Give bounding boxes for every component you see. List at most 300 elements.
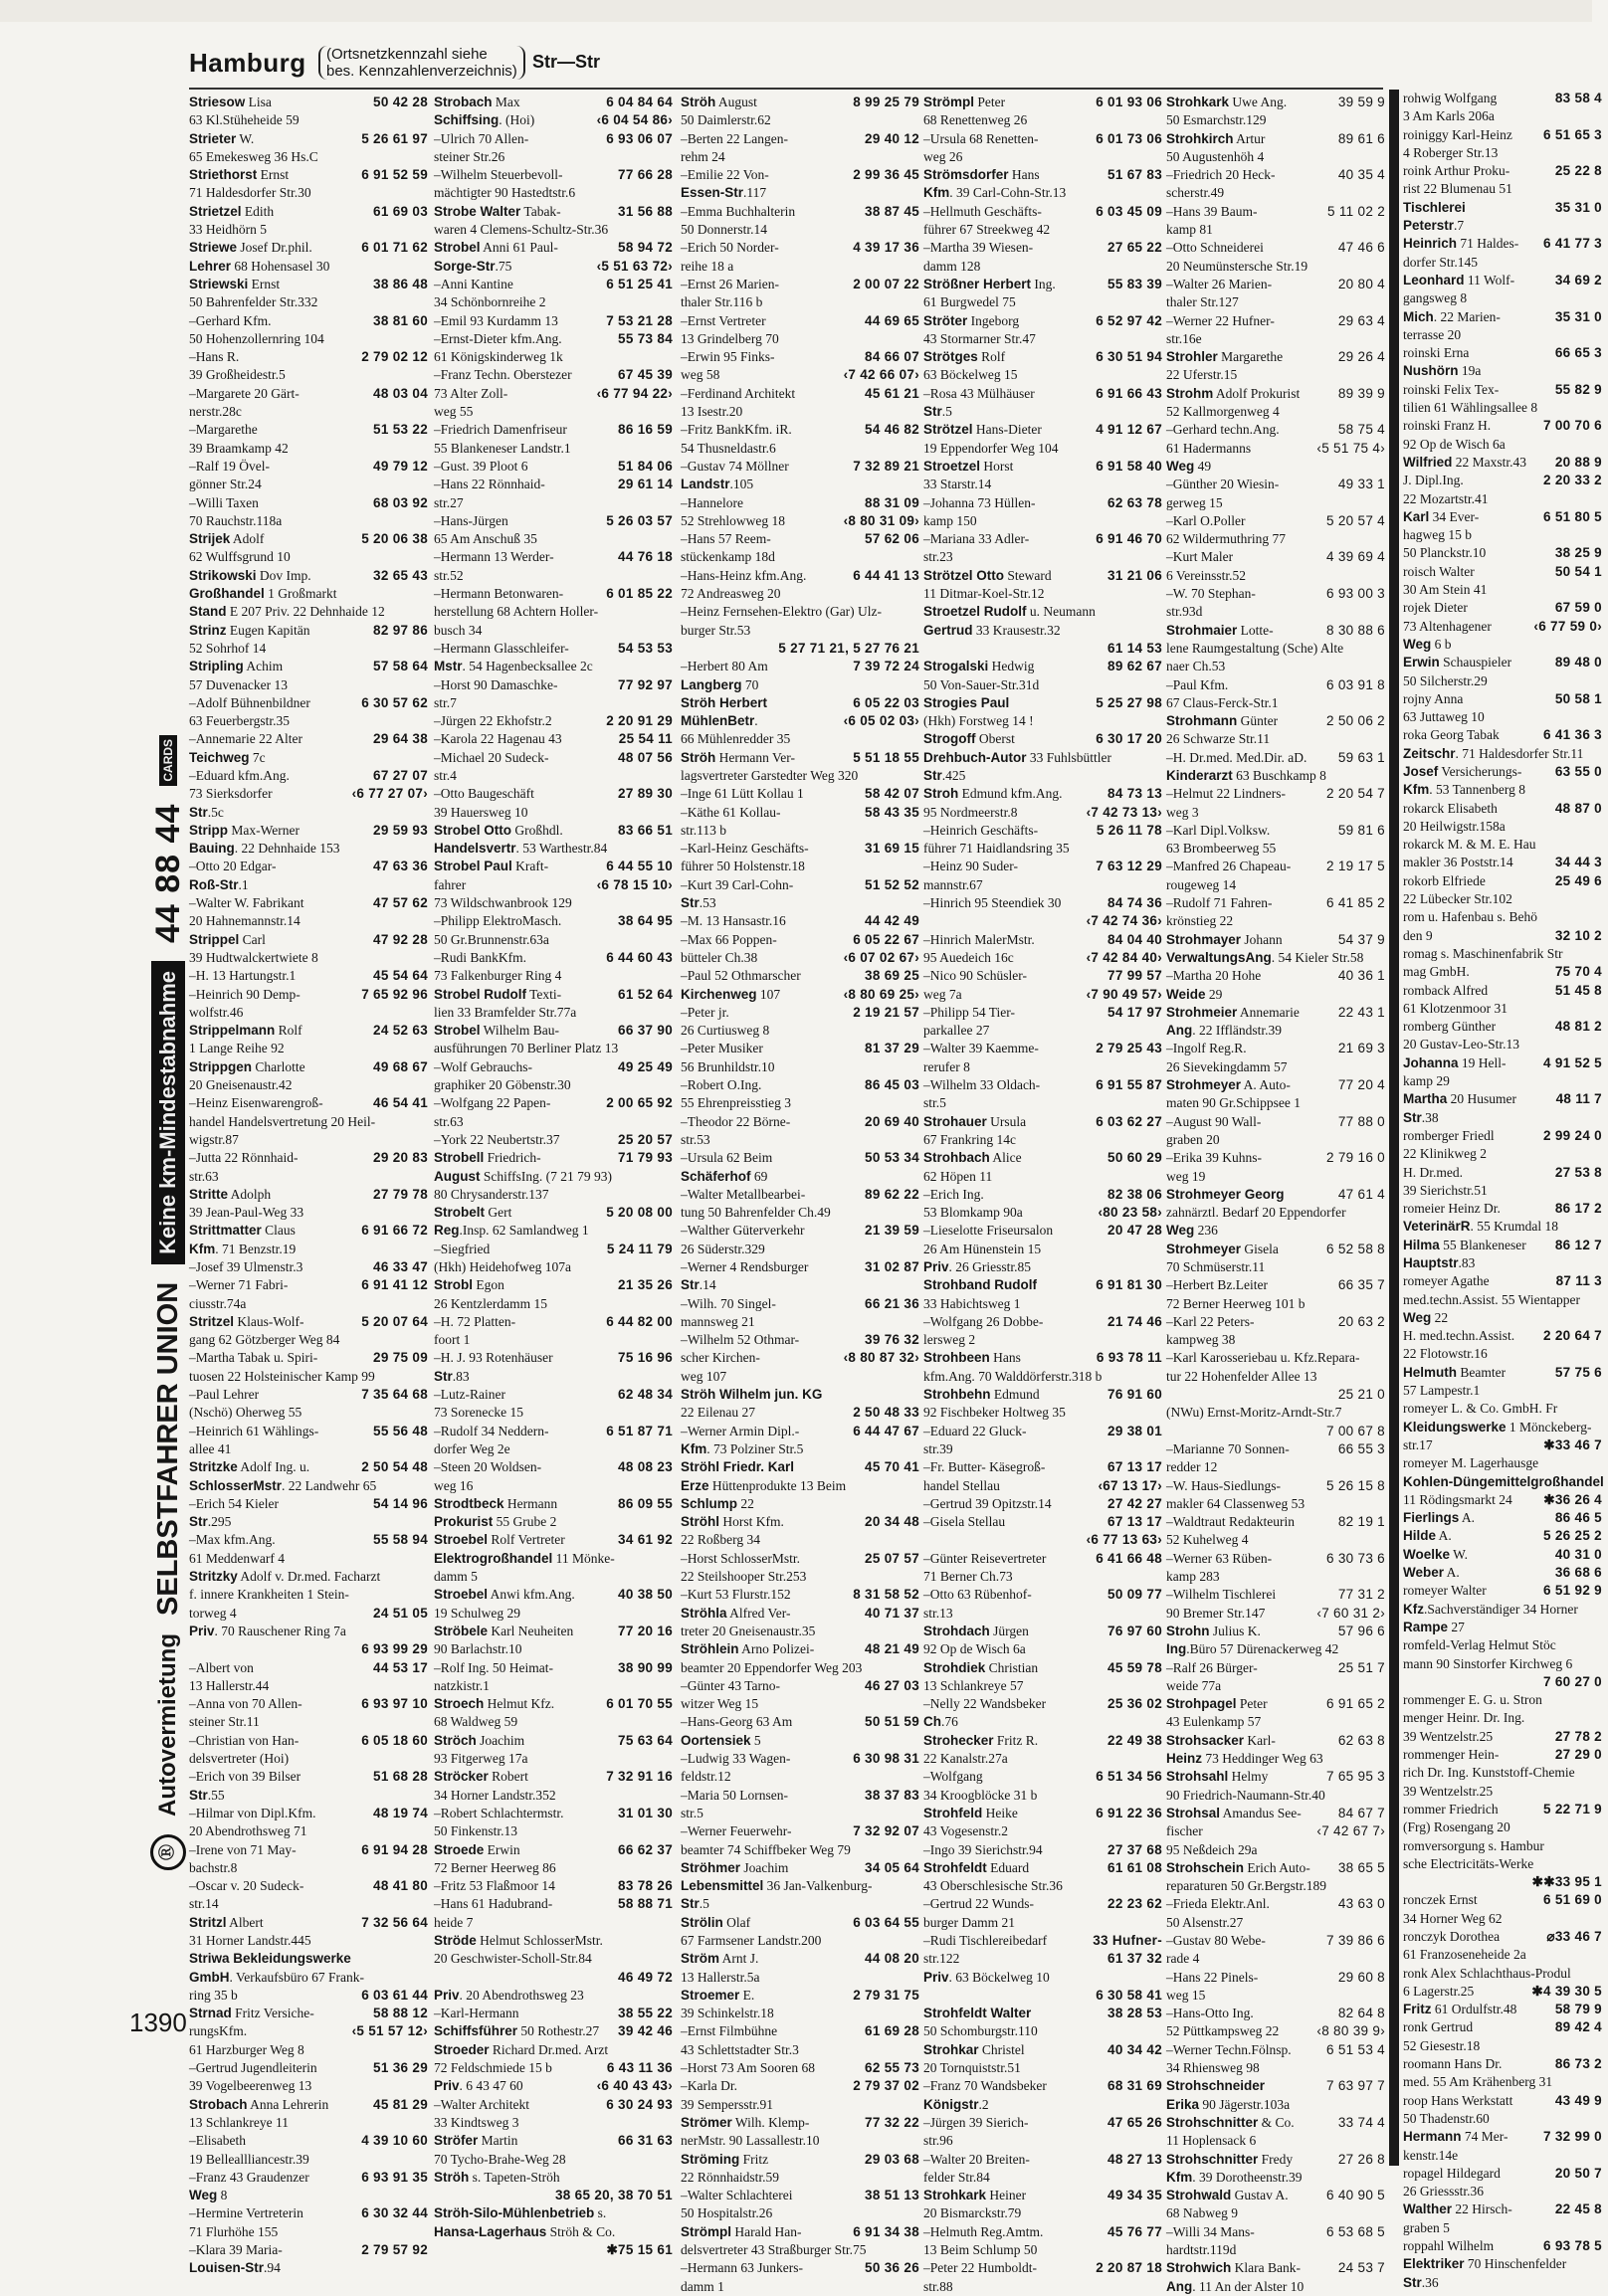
entry-name: Stroebel Rolf Vertreter: [434, 1532, 565, 1548]
directory-entry: [434, 1368, 673, 1386]
entry-name: Strohschnitter Fredy: [1166, 2151, 1294, 2167]
directory-entry: [681, 2041, 919, 2059]
entry-phone: ✱75 15 61: [606, 2242, 673, 2258]
entry-phone: 6 52 97 42: [1096, 312, 1162, 328]
directory-entry: [434, 1331, 673, 1349]
entry-phone: [915, 676, 919, 694]
entry-name: –Josef 39 Ulmenstr.3: [189, 1259, 303, 1274]
directory-entry: [434, 1605, 673, 1623]
entry-phone: 83 58 4: [1554, 91, 1602, 105]
entry-phone: [424, 1859, 428, 1877]
directory-entry: [1403, 326, 1602, 344]
entry-phone: [1381, 1204, 1385, 1222]
directory-entry: [681, 2259, 919, 2277]
directory-entry: [1166, 1458, 1385, 1476]
entry-phone: 6 51 25 41: [606, 276, 673, 291]
entry-name: roinski Erna: [1403, 345, 1470, 361]
directory-entry: [1166, 130, 1385, 148]
directory-entry: [1403, 1291, 1602, 1309]
entry-name: –M. 13 Hansastr.16: [681, 913, 786, 929]
entry-phone: 27 42 27: [1107, 1495, 1162, 1511]
entry-phone: [915, 1204, 919, 1222]
entry-phone: 2 79 16 0: [1325, 1150, 1385, 1166]
directory-entry: [681, 749, 919, 767]
entry-phone: [1158, 258, 1162, 276]
directory-entry: [189, 712, 428, 730]
directory-entry: [923, 986, 1162, 1004]
directory-entry: [1403, 581, 1602, 599]
entry-name: 73 Sierksdorfer: [189, 786, 273, 802]
entry-name: –H. J. 93 Rotenhäuser: [434, 1350, 553, 1366]
entry-phone: [1158, 293, 1162, 311]
entry-phone: 29 20 83: [373, 1150, 428, 1166]
directory-entry: [1166, 2005, 1385, 2022]
entry-phone: 7 32 56 64: [361, 1914, 428, 1930]
entry-phone: 76 97 60: [1107, 1623, 1162, 1638]
entry-phone: [424, 1950, 428, 1968]
entry-phone: 87 11 3: [1555, 1273, 1602, 1289]
entry-phone: [915, 1094, 919, 1112]
entry-phone: 6 03 91 8: [1325, 676, 1385, 692]
directory-entry: [681, 1004, 919, 1022]
entry-phone: ‹7 60 31 2›: [1316, 1605, 1385, 1621]
directory-entry: [681, 1895, 919, 1913]
entry-phone: 46 27 03: [865, 1677, 919, 1693]
entry-name: [923, 1531, 1083, 1549]
directory-entry: [434, 2241, 673, 2259]
entry-phone: 5 25 27 98: [1096, 694, 1162, 710]
entry-phone: 5 26 25 2: [1542, 1528, 1602, 1544]
entry-phone: 29 03 68: [865, 2151, 919, 2167]
directory-entry: [189, 1258, 428, 1276]
entry-name: Strippel Carl: [189, 931, 266, 947]
directory-entry: [1403, 1272, 1602, 1290]
directory-entry: [434, 931, 673, 949]
entry-name: str.63: [434, 1113, 464, 1129]
directory-entry: [1166, 1605, 1385, 1623]
entry-name: 61 Klotzenmoor 31: [1403, 1000, 1508, 1016]
entry-name: (Frg) Rosengang 20: [1403, 1819, 1510, 1835]
entry-name: –Käthe 61 Kollau-: [681, 804, 781, 820]
directory-entry: [923, 1331, 1162, 1349]
entry-phone: [1598, 890, 1602, 908]
directory-entry: [923, 1313, 1162, 1331]
directory-entry: [681, 1605, 919, 1623]
entry-name: Ch.76: [923, 1714, 958, 1730]
entry-phone: 50 53 34: [865, 1150, 919, 1166]
entry-name: Stroetzel Rudolf u. Neumann: [923, 604, 1096, 620]
entry-phone: [1381, 694, 1385, 712]
entry-name: hagweg 15 b: [1403, 527, 1472, 543]
directory-entry: [1166, 1022, 1385, 1040]
entry-phone: 38 65 5: [1337, 1859, 1385, 1875]
entry-phone: 83 78 26: [618, 1878, 673, 1894]
entry-name: 33 Heidhörn 5: [189, 222, 267, 238]
entry-name: 93 Fitgerweg 17a: [434, 1751, 528, 1767]
directory-entry: [1166, 676, 1385, 694]
entry-name: Strobel Paul Kraft-: [434, 859, 549, 874]
directory-entry: [1166, 258, 1385, 276]
directory-entry: [189, 1750, 428, 1768]
directory-entry: [1166, 2059, 1385, 2077]
entry-phone: 5 24 11 79: [606, 1241, 673, 1256]
directory-entry: [681, 676, 919, 694]
entry-phone: [1598, 1419, 1602, 1436]
entry-phone: 6 40 90 5: [1325, 2188, 1385, 2203]
entry-name: weg 16: [434, 1477, 474, 1493]
entry-phone: 89 62 67: [1107, 659, 1162, 674]
entry-phone: 6 05 22 03: [853, 694, 919, 710]
entry-name: Priv. 6 43 47 60: [434, 2078, 523, 2094]
entry-phone: 58 88 71: [618, 1896, 673, 1912]
directory-entry: [1403, 1728, 1602, 1746]
directory-entry: [1166, 1859, 1385, 1877]
entry-phone: [424, 1204, 428, 1222]
directory-entry: [189, 1877, 428, 1895]
column-1: [189, 94, 428, 2278]
directory-entry: [1166, 1877, 1385, 1895]
entry-name: Leonhard 11 Wolf-: [1403, 272, 1515, 287]
entry-phone: [915, 894, 919, 912]
directory-entry: [189, 1204, 428, 1222]
entry-name: 50 Alsenstr.27: [1166, 1914, 1244, 1930]
directory-entry: [189, 1969, 428, 1987]
entry-name: 70 Tycho-Brahe-Weg 28: [434, 2151, 566, 2167]
entry-name: str.88: [923, 2278, 953, 2294]
entry-phone: [1598, 2037, 1602, 2055]
entry-name: –Johanna 73 Hüllen-: [923, 494, 1036, 510]
entry-name: makler 64 Classenweg 53: [1166, 1495, 1306, 1511]
entry-name: stückenkamp 18d: [681, 549, 775, 565]
entry-name: rommer Friedrich: [1403, 1801, 1499, 1817]
entry-phone: [1381, 840, 1385, 858]
entry-phone: [1381, 1531, 1385, 1549]
directory-entry: [189, 567, 428, 585]
entry-name: Mich. 22 Marien-: [1403, 308, 1501, 324]
directory-entry: [434, 348, 673, 366]
entry-phone: [915, 1877, 919, 1895]
entry-name: –Martha 20 Hohe: [1166, 968, 1262, 984]
entry-phone: 38 37 83: [865, 1787, 919, 1803]
entry-name: Strötzel Otto Steward: [923, 567, 1052, 583]
entry-name: –Hermann Betonwaren-: [434, 586, 564, 602]
entry-name: –Wilhelm 33 Oldach-: [923, 1077, 1041, 1093]
entry-phone: [1158, 1058, 1162, 1076]
directory-entry: [1166, 622, 1385, 640]
directory-entry: [189, 148, 428, 166]
directory-entry: [1166, 1805, 1385, 1822]
entry-name: 22 Rönnhaidstr.59: [681, 2169, 780, 2185]
directory-entry: [434, 1787, 673, 1805]
directory-entry: [923, 1458, 1162, 1476]
directory-entry: [1166, 184, 1385, 202]
directory-entry: [681, 421, 919, 439]
directory-entry: [434, 694, 673, 712]
entry-phone: [424, 712, 428, 730]
directory-entry: [1166, 94, 1385, 111]
directory-entry: [434, 1895, 673, 1913]
entry-phone: 6 30 24 93: [606, 2096, 673, 2112]
entry-phone: 6 93 78 5: [1542, 2238, 1602, 2254]
directory-entry: [1166, 2022, 1385, 2040]
directory-entry: [189, 1241, 428, 1258]
entry-name: Drehbuch-Autor 33 Fuhlsbüttler: [923, 749, 1112, 765]
directory-entry: [1403, 1601, 1602, 1619]
entry-name: [1403, 1673, 1539, 1691]
directory-entry: [1166, 548, 1385, 566]
entry-phone: 6 51 92 9: [1542, 1583, 1602, 1599]
directory-entry: [681, 2169, 919, 2187]
directory-entry: [1403, 2147, 1602, 2165]
entry-name: Ströhmer Joachim: [681, 1859, 789, 1875]
directory-entry: [1403, 344, 1602, 362]
entry-name: romfeld-Verlag Helmut Stöc: [1403, 1637, 1556, 1653]
entry-name: –Karl-Heinz Geschäfts-: [681, 841, 809, 857]
entry-name: 50 Hospitalstr.26: [681, 2205, 773, 2221]
entry-phone: [669, 1950, 673, 1968]
entry-name: Strohmaier Lotte-: [1166, 622, 1274, 638]
entry-phone: 6 52 58 8: [1325, 1241, 1385, 1256]
directory-entry: [923, 2114, 1162, 2132]
entry-name: 26 Süderstr.329: [681, 1241, 765, 1256]
entry-name: Ang. 11 An der Alster 10: [1166, 2278, 1305, 2294]
entry-name: Strippgen Charlotte: [189, 1058, 305, 1074]
entry-name: Stroede Erwin: [434, 1841, 520, 1857]
entry-phone: 6 51 80 5: [1542, 508, 1602, 524]
directory-entry: [923, 239, 1162, 257]
entry-name: Hauptstr.83: [1403, 1255, 1476, 1270]
directory-entry: [1403, 945, 1602, 963]
directory-entry: [923, 403, 1162, 421]
entry-name: –Frieda Elektr.Anl.: [1166, 1896, 1270, 1912]
entry-name: parkallee 27: [923, 1023, 990, 1039]
entry-phone: [424, 1750, 428, 1768]
entry-phone: [1598, 1345, 1602, 1363]
directory-entry: [434, 1768, 673, 1786]
scan-top-margin: [0, 0, 1592, 22]
entry-name: 39 Braamkamp 42: [189, 440, 289, 456]
entry-name: –Manfred 26 Chapeau-: [1166, 859, 1292, 874]
entry-phone: [424, 221, 428, 239]
directory-entry: [1166, 312, 1385, 330]
next-page-edge: [1389, 90, 1604, 2290]
entry-name: Heinz 73 Heddinger Weg 63: [1166, 1751, 1323, 1767]
entry-name: krönstieg 22: [1166, 913, 1234, 929]
directory-entry: [1403, 454, 1602, 472]
entry-phone: [424, 1623, 428, 1640]
entry-name: 6 Vereinsstr.52: [1166, 567, 1246, 583]
directory-entry: [434, 1750, 673, 1768]
entry-phone: [915, 1131, 919, 1149]
entry-phone: [1381, 184, 1385, 202]
entry-phone: 55 58 94: [373, 1532, 428, 1548]
directory-entry: [681, 258, 919, 276]
directory-entry: [923, 2022, 1162, 2040]
entry-phone: 34 61 92: [618, 1532, 673, 1548]
entry-phone: [1158, 1440, 1162, 1458]
directory-entry: [681, 2223, 919, 2241]
directory-entry: [189, 1987, 428, 2005]
entry-phone: 77 20 16: [618, 1623, 673, 1638]
entry-phone: [1381, 330, 1385, 348]
entry-phone: [1598, 781, 1602, 799]
directory-entry: [923, 2241, 1162, 2259]
directory-entry: [681, 1640, 919, 1658]
entry-phone: [424, 366, 428, 384]
entry-name: maten 90 Gr.Schippsee 1: [1166, 1095, 1301, 1111]
directory-entry: [434, 1822, 673, 1840]
directory-entry: [434, 1168, 673, 1186]
entry-phone: [1158, 1787, 1162, 1805]
entry-phone: [915, 1276, 919, 1294]
entry-name: str.52: [434, 567, 464, 583]
entry-phone: [1158, 2096, 1162, 2114]
entry-phone: [669, 1186, 673, 1204]
entry-name: –Heinrich 90 Demp-: [189, 986, 301, 1002]
directory-entry: [923, 221, 1162, 239]
entry-phone: 5 26 61 97: [361, 130, 428, 146]
directory-entry: [189, 2223, 428, 2241]
entry-phone: [1598, 254, 1602, 272]
entry-phone: 6 30 32 44: [361, 2205, 428, 2221]
entry-name: Nushörn 19a: [1403, 363, 1482, 379]
entry-name: 20 Abendrothsweg 71: [189, 1823, 307, 1839]
entry-name: lagsvertreter Garstedter Weg 320: [681, 767, 859, 783]
directory-entry: [434, 2114, 673, 2132]
directory-entry: [189, 1695, 428, 1713]
directory-entry: [434, 94, 673, 111]
entry-name: –Max kfm.Ang.: [189, 1532, 276, 1548]
entry-phone: 84 66 07: [865, 349, 919, 365]
directory-entry: [1403, 800, 1602, 818]
entry-phone: [1381, 1258, 1385, 1276]
entry-name: Ströhlein Arno Polizei-: [681, 1641, 815, 1657]
entry-name: Strohschnitter & Co.: [1166, 2114, 1295, 2130]
directory-entry: [923, 1022, 1162, 1040]
directory-entry: [923, 1969, 1162, 1987]
entry-phone: 47 65 26: [1107, 2114, 1162, 2130]
entry-name: 90 Bremer Str.147: [1166, 1605, 1266, 1621]
entry-name: Kirchenweg 107: [681, 986, 781, 1002]
directory-entry: [681, 1022, 919, 1040]
entry-phone: [424, 2223, 428, 2241]
entry-name: 39 Sempersstr.91: [681, 2096, 773, 2112]
directory-entry: [189, 804, 428, 822]
entry-phone: 2 79 37 02: [853, 2078, 919, 2094]
entry-name: –Hellmuth Geschäfts-: [923, 203, 1042, 219]
entry-name: damm 1: [681, 2278, 724, 2294]
directory-entry: [189, 1713, 428, 1731]
entry-name: –Ursula 62 Beim: [681, 1150, 773, 1166]
entry-name: Ströh Herbert: [681, 694, 768, 710]
entry-phone: 48 81 2: [1554, 1019, 1602, 1035]
entry-phone: 45 81 29: [373, 2096, 428, 2112]
directory-entry: [434, 293, 673, 311]
directory-entry: [923, 385, 1162, 403]
entry-phone: 22 23 62: [1107, 1896, 1162, 1912]
entry-phone: 33 74 4: [1337, 2114, 1385, 2130]
directory-entry: [1403, 1709, 1602, 1727]
entry-name: –Hans 39 Baum-: [1166, 203, 1258, 219]
entry-name: Str.425: [923, 767, 966, 783]
entry-name: damm 5: [434, 1569, 478, 1585]
directory-entry: [434, 1950, 673, 1968]
entry-name: kampweg 38: [1166, 1332, 1236, 1348]
directory-entry: [923, 1349, 1162, 1367]
entry-name: dorfer Str.145: [1403, 254, 1478, 270]
entry-phone: 5 27 71 21, 5 27 76 21: [778, 640, 919, 656]
directory-entry: [189, 1331, 428, 1349]
directory-entry: [1166, 2169, 1385, 2187]
directory-entry: [434, 1004, 673, 1022]
entry-phone: [669, 1640, 673, 1658]
entry-name: 68 Nabweg 9: [1166, 2205, 1238, 2221]
entry-phone: [915, 440, 919, 458]
entry-phone: 51 84 06: [618, 458, 673, 474]
directory-entry: [189, 403, 428, 421]
entry-name: Strohbehn Edmund: [923, 1387, 1040, 1403]
entry-phone: 6 91 94 28: [361, 1841, 428, 1857]
entry-phone: [915, 585, 919, 603]
entry-phone: [915, 767, 919, 785]
entry-phone: 7 65 95 3: [1325, 1769, 1385, 1785]
directory-entry: [434, 458, 673, 476]
entry-phone: 86 09 55: [618, 1495, 673, 1511]
entry-name: [1166, 1423, 1322, 1440]
entry-phone: [1381, 567, 1385, 585]
entry-name: 20 Neumünstersche Str.19: [1166, 258, 1308, 274]
entry-name: Woelke W.: [1403, 1546, 1469, 1562]
entry-phone: 6 03 64 55: [853, 1914, 919, 1930]
directory-entry: [434, 1386, 673, 1404]
entry-phone: [669, 2204, 673, 2222]
directory-entry: [1403, 308, 1602, 326]
entry-phone: [1598, 399, 1602, 417]
entry-name: –Fritz BankKfm. iR.: [681, 422, 792, 438]
entry-phone: [1158, 1258, 1162, 1276]
entry-phone: 31 02 87: [865, 1259, 919, 1274]
entry-name: –W. Haus-Siedlungs-: [1166, 1477, 1281, 1493]
directory-entry: [1166, 1423, 1385, 1440]
entry-phone: [1381, 1914, 1385, 1932]
entry-phone: 66 62 37: [618, 1841, 673, 1857]
entry-name: fahrer: [434, 876, 467, 892]
directory-entry: [681, 1404, 919, 1422]
entry-name: Strohmayer Johann: [1166, 931, 1283, 947]
entry-name: rist 22 Blumenau 51: [1403, 181, 1512, 197]
column-5: [1166, 94, 1385, 2296]
entry-phone: [1598, 1309, 1602, 1327]
entry-phone: ‹6 40 43 43›: [596, 2078, 673, 2094]
directory-entry: [923, 1204, 1162, 1222]
entry-phone: 21 35 26: [618, 1277, 673, 1293]
directory-entry: [434, 712, 673, 730]
entry-name: –Werner Feuerwehr-: [681, 1823, 792, 1839]
directory-entry: [681, 822, 919, 840]
entry-name: 11 Rödingsmarkt 24: [1403, 1491, 1512, 1507]
entry-phone: 34 05 64: [865, 1859, 919, 1875]
entry-name: Weg 22: [1403, 1309, 1449, 1325]
entry-name: thaler Str.127: [1166, 294, 1239, 310]
entry-phone: 7 32 92 07: [853, 1823, 919, 1839]
entry-name: –Hinrich 95 Steendiek 30: [923, 895, 1062, 911]
directory-entry: [189, 986, 428, 1004]
entry-name: damm 128: [923, 258, 981, 274]
directory-entry: [681, 1168, 919, 1186]
entry-name: str.17: [1403, 1436, 1433, 1452]
directory-entry: [1403, 927, 1602, 945]
entry-name: Johanna 19 Hell-: [1403, 1054, 1507, 1070]
